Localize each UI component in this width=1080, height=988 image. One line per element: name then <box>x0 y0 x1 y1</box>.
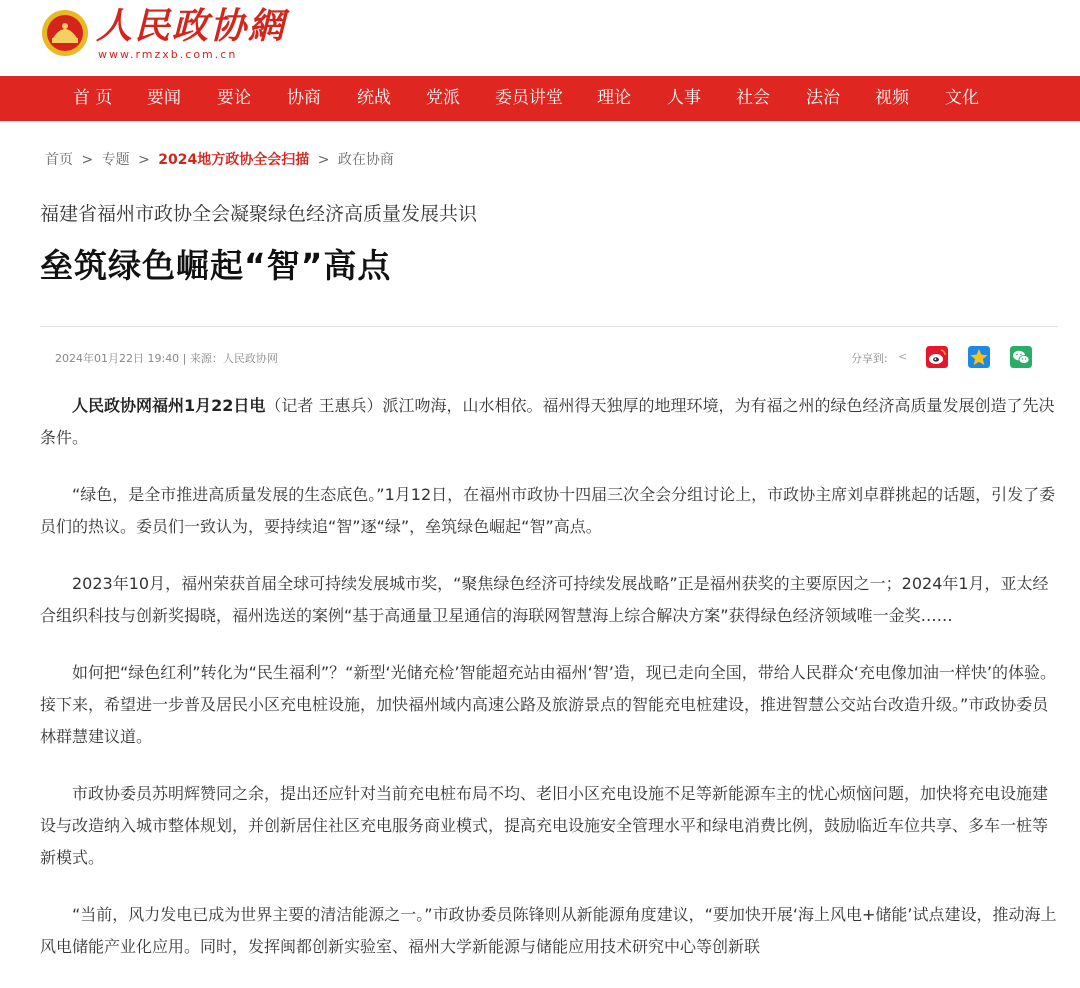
nav-item-society[interactable]: 社会 <box>736 88 770 108</box>
nav-item-opinion[interactable]: 要论 <box>217 88 251 108</box>
nav-item-member-lecture[interactable]: 委员讲堂 <box>495 88 563 108</box>
site-url: www.rmzxb.com.cn <box>98 48 238 61</box>
article-paragraph: “当前，风力发电已成为世界主要的清洁能源之一。”市政协委员陈锋则从新能源角度建议，“要加快开展‘海上风电+储能’试点建设，推动海上风电储能产业化应用。同时，发挥闽都创新实验室、福州大学新能源与储能应用技术研究中心等创新联 <box>40 905 1057 956</box>
nav-item-culture[interactable]: 文化 <box>945 88 979 108</box>
article-paragraph: 如何把“绿色红利”转化为“民生福利”？“新型‘光储充检’智能超充站由福州‘智’造，现已走向全国，带给人民群众‘充电像加油一样快’的体验。接下来，希望进一步普及居民小区充电桩设施，加快福州域内高速公路及旅游景点的智能充电桩建设，推进智慧公交站台改造升级。”市政协委员林群慧建议道。 <box>40 663 1056 746</box>
article-meta: 2024年01月22日 19:40 | 来源：人民政协网 <box>55 352 278 365</box>
weibo-share-icon[interactable] <box>926 346 948 368</box>
site-header <box>0 0 1080 76</box>
nav-item-law[interactable]: 法治 <box>806 88 840 108</box>
breadcrumb-separator: > <box>138 152 150 168</box>
nav-item-united-front[interactable]: 统战 <box>357 88 391 108</box>
nav-item-home[interactable]: 首 页 <box>73 88 113 108</box>
site-logo-text[interactable]: 人民政协網 <box>96 5 287 47</box>
title-divider <box>40 326 1058 327</box>
article-paragraph <box>40 390 1058 454</box>
article-title: 垒筑绿色崛起“智”高点 <box>40 246 392 285</box>
breadcrumb-home[interactable]: 首页 <box>45 152 73 168</box>
nav-item-video[interactable]: 视频 <box>875 88 909 108</box>
breadcrumb <box>45 149 398 169</box>
share-label: 分享到: <box>851 352 888 365</box>
article-paragraph: 2023年10月，福州荣获首届全球可持续发展城市奖，“聚焦绿色经济可持续发展战略”正是福州获奖的主要原因之一；2024年1月，亚太经合组织科技与创新奖揭晓，福州选送的案例“基于高通量卫星通信的海联网智慧海上综合解决方案”获得绿色经济领域唯一金奖…… <box>40 574 1049 625</box>
article-paragraph: “绿色，是全市推进高质量发展的生态底色。”1月12日，在福州市政协十四届三次全会分组讨论上，市政协主席刘卓群挑起的话题，引发了委员们的热议。委员们一致认为，要持续追“智”逐“绿”，垒筑绿色崛起“智”高点。 <box>40 485 1056 536</box>
paragraph-text: （记者 王惠兵）派江吻海，山水相依。福州得天独厚的地理环境，为有福之州的绿色经济高质量发展创造了先决条件。 <box>40 396 1055 447</box>
breadcrumb-separator: > <box>317 152 330 168</box>
dateline: 人民政协网福州1月22日电 <box>72 396 266 415</box>
qzone-share-icon[interactable] <box>968 346 990 368</box>
nav-item-theory[interactable]: 理论 <box>597 88 631 108</box>
breadcrumb-separator: > <box>81 152 94 168</box>
article-paragraph: 市政协委员苏明辉赞同之余，提出还应针对当前充电桩布局不均、老旧小区充电设施不足等新能源车主的忧心烦恼问题，加快将充电设施建设与改造纳入城市整体规划，并创新居住社区充电服务商业模式，提高充电设施安全管理水平和绿电消费比例，鼓励临近车位共享、多车一桩等新模式。 <box>40 784 1049 867</box>
breadcrumb-topic[interactable]: 专题 <box>101 152 130 168</box>
breadcrumb-current[interactable]: 政在协商 <box>337 152 394 168</box>
wechat-share-icon[interactable] <box>1010 346 1032 368</box>
share-icon: < <box>898 350 908 363</box>
article-body <box>40 390 1058 988</box>
main-nav <box>0 76 1080 121</box>
nav-item-personnel[interactable]: 人事 <box>667 88 701 108</box>
breadcrumb-special[interactable]: 2024地方政协全会扫描 <box>158 152 310 168</box>
nav-item-news[interactable]: 要闻 <box>147 88 181 108</box>
cppcc-emblem-icon[interactable] <box>40 8 90 58</box>
nav-item-consultation[interactable]: 协商 <box>287 88 321 108</box>
article-subhead: 福建省福州市政协全会凝聚绿色经济高质量发展共识 <box>40 203 478 225</box>
nav-item-parties[interactable]: 党派 <box>426 88 460 108</box>
